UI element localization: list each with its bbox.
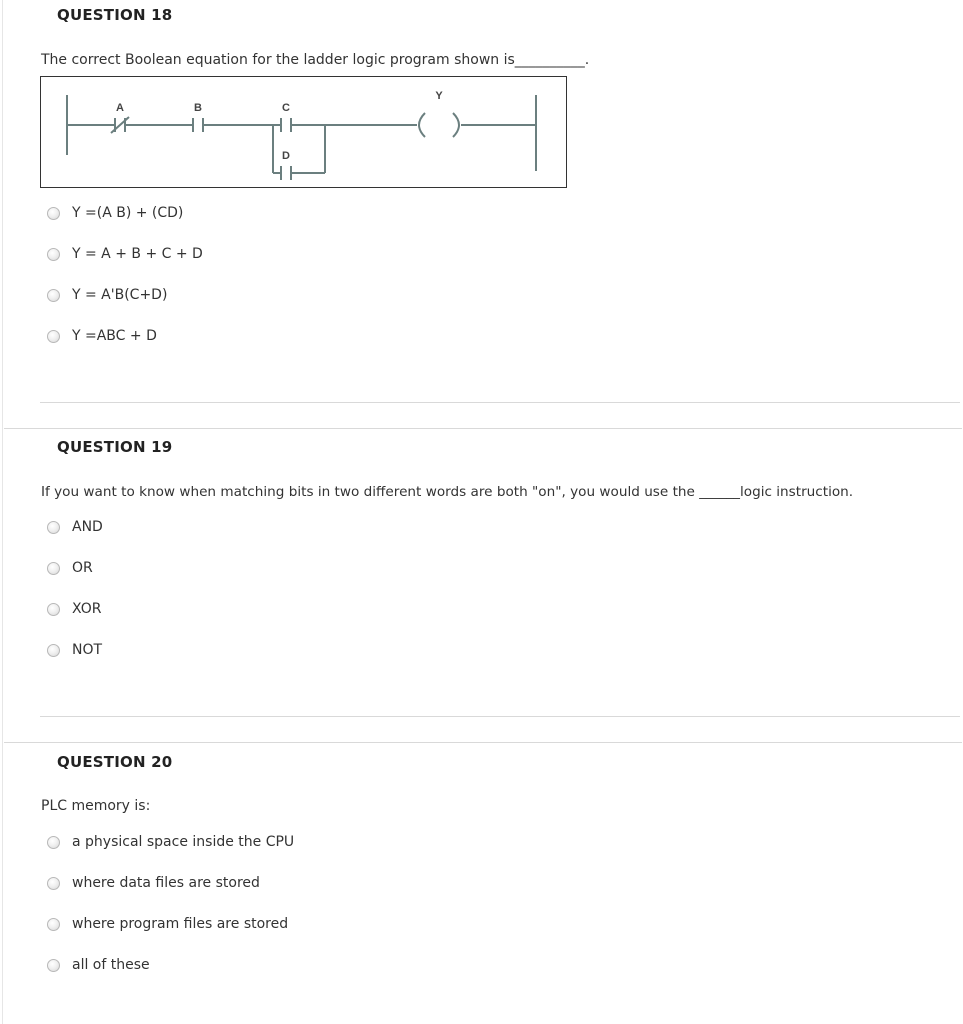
question-text: The correct Boolean equation for the ladder logic program shown is__________. — [41, 52, 590, 68]
ladder-logic-diagram — [40, 76, 567, 188]
radio-button[interactable] — [47, 521, 60, 534]
contact-c-label: C — [282, 102, 290, 114]
contact-a-label: A — [116, 102, 124, 114]
answer-option-label: where data files are stored — [72, 875, 260, 891]
answer-option[interactable] — [47, 244, 203, 264]
radio-button[interactable] — [47, 289, 60, 302]
answer-option[interactable] — [47, 832, 294, 852]
answer-option-label: a physical space inside the CPU — [72, 834, 295, 850]
question-text: If you want to know when matching bits in two different words are both "on", you would use the ______logic instruction. — [41, 484, 854, 500]
radio-button[interactable] — [47, 959, 60, 972]
answer-option-label: AND — [72, 519, 103, 535]
radio-button[interactable] — [47, 644, 60, 657]
question-title: QUESTION 19 — [57, 438, 173, 456]
contact-b-label: B — [194, 102, 202, 114]
answer-option[interactable] — [47, 203, 183, 223]
answer-option-label: Y = A + B + C + D — [72, 246, 203, 262]
page-left-border — [2, 0, 3, 1024]
answer-option-label: Y =(A B) + (CD) — [72, 205, 184, 221]
answer-divider — [40, 402, 960, 403]
answer-option[interactable] — [47, 285, 167, 305]
contact-d-label: D — [282, 150, 290, 162]
radio-button[interactable] — [47, 877, 60, 890]
question-text: PLC memory is: — [41, 798, 151, 814]
answer-option[interactable] — [47, 326, 157, 346]
radio-button[interactable] — [47, 330, 60, 343]
radio-button[interactable] — [47, 603, 60, 616]
answer-option-label: OR — [72, 560, 93, 576]
question-title: QUESTION 18 — [57, 6, 173, 24]
contact-b — [193, 118, 203, 132]
answer-option-label: NOT — [72, 642, 103, 658]
answer-option-label: XOR — [72, 601, 102, 617]
answer-option[interactable] — [47, 517, 103, 537]
answer-option[interactable] — [47, 914, 288, 934]
answer-divider — [40, 716, 960, 717]
radio-button[interactable] — [47, 562, 60, 575]
radio-button[interactable] — [47, 207, 60, 220]
radio-button[interactable] — [47, 248, 60, 261]
ladder-logic-svg — [41, 77, 566, 187]
answer-option[interactable] — [47, 955, 150, 975]
answer-option[interactable] — [47, 640, 102, 660]
contact-c — [281, 118, 291, 132]
answer-option[interactable] — [47, 599, 101, 619]
answer-option-label: Y =ABC + D — [72, 328, 157, 344]
answer-option[interactable] — [47, 873, 260, 893]
radio-button[interactable] — [47, 918, 60, 931]
question-separator — [4, 742, 962, 743]
contact-d — [281, 166, 291, 180]
answer-option-label: Y = A'B(C+D) — [72, 287, 168, 303]
answer-option-label: where program files are stored — [72, 916, 289, 932]
radio-button[interactable] — [47, 836, 60, 849]
output-coil-y — [419, 113, 459, 137]
coil-y-label: Y — [435, 90, 443, 102]
question-title: QUESTION 20 — [57, 753, 173, 771]
answer-option-label: all of these — [72, 957, 150, 973]
answer-option[interactable] — [47, 558, 93, 578]
question-separator — [4, 428, 962, 429]
